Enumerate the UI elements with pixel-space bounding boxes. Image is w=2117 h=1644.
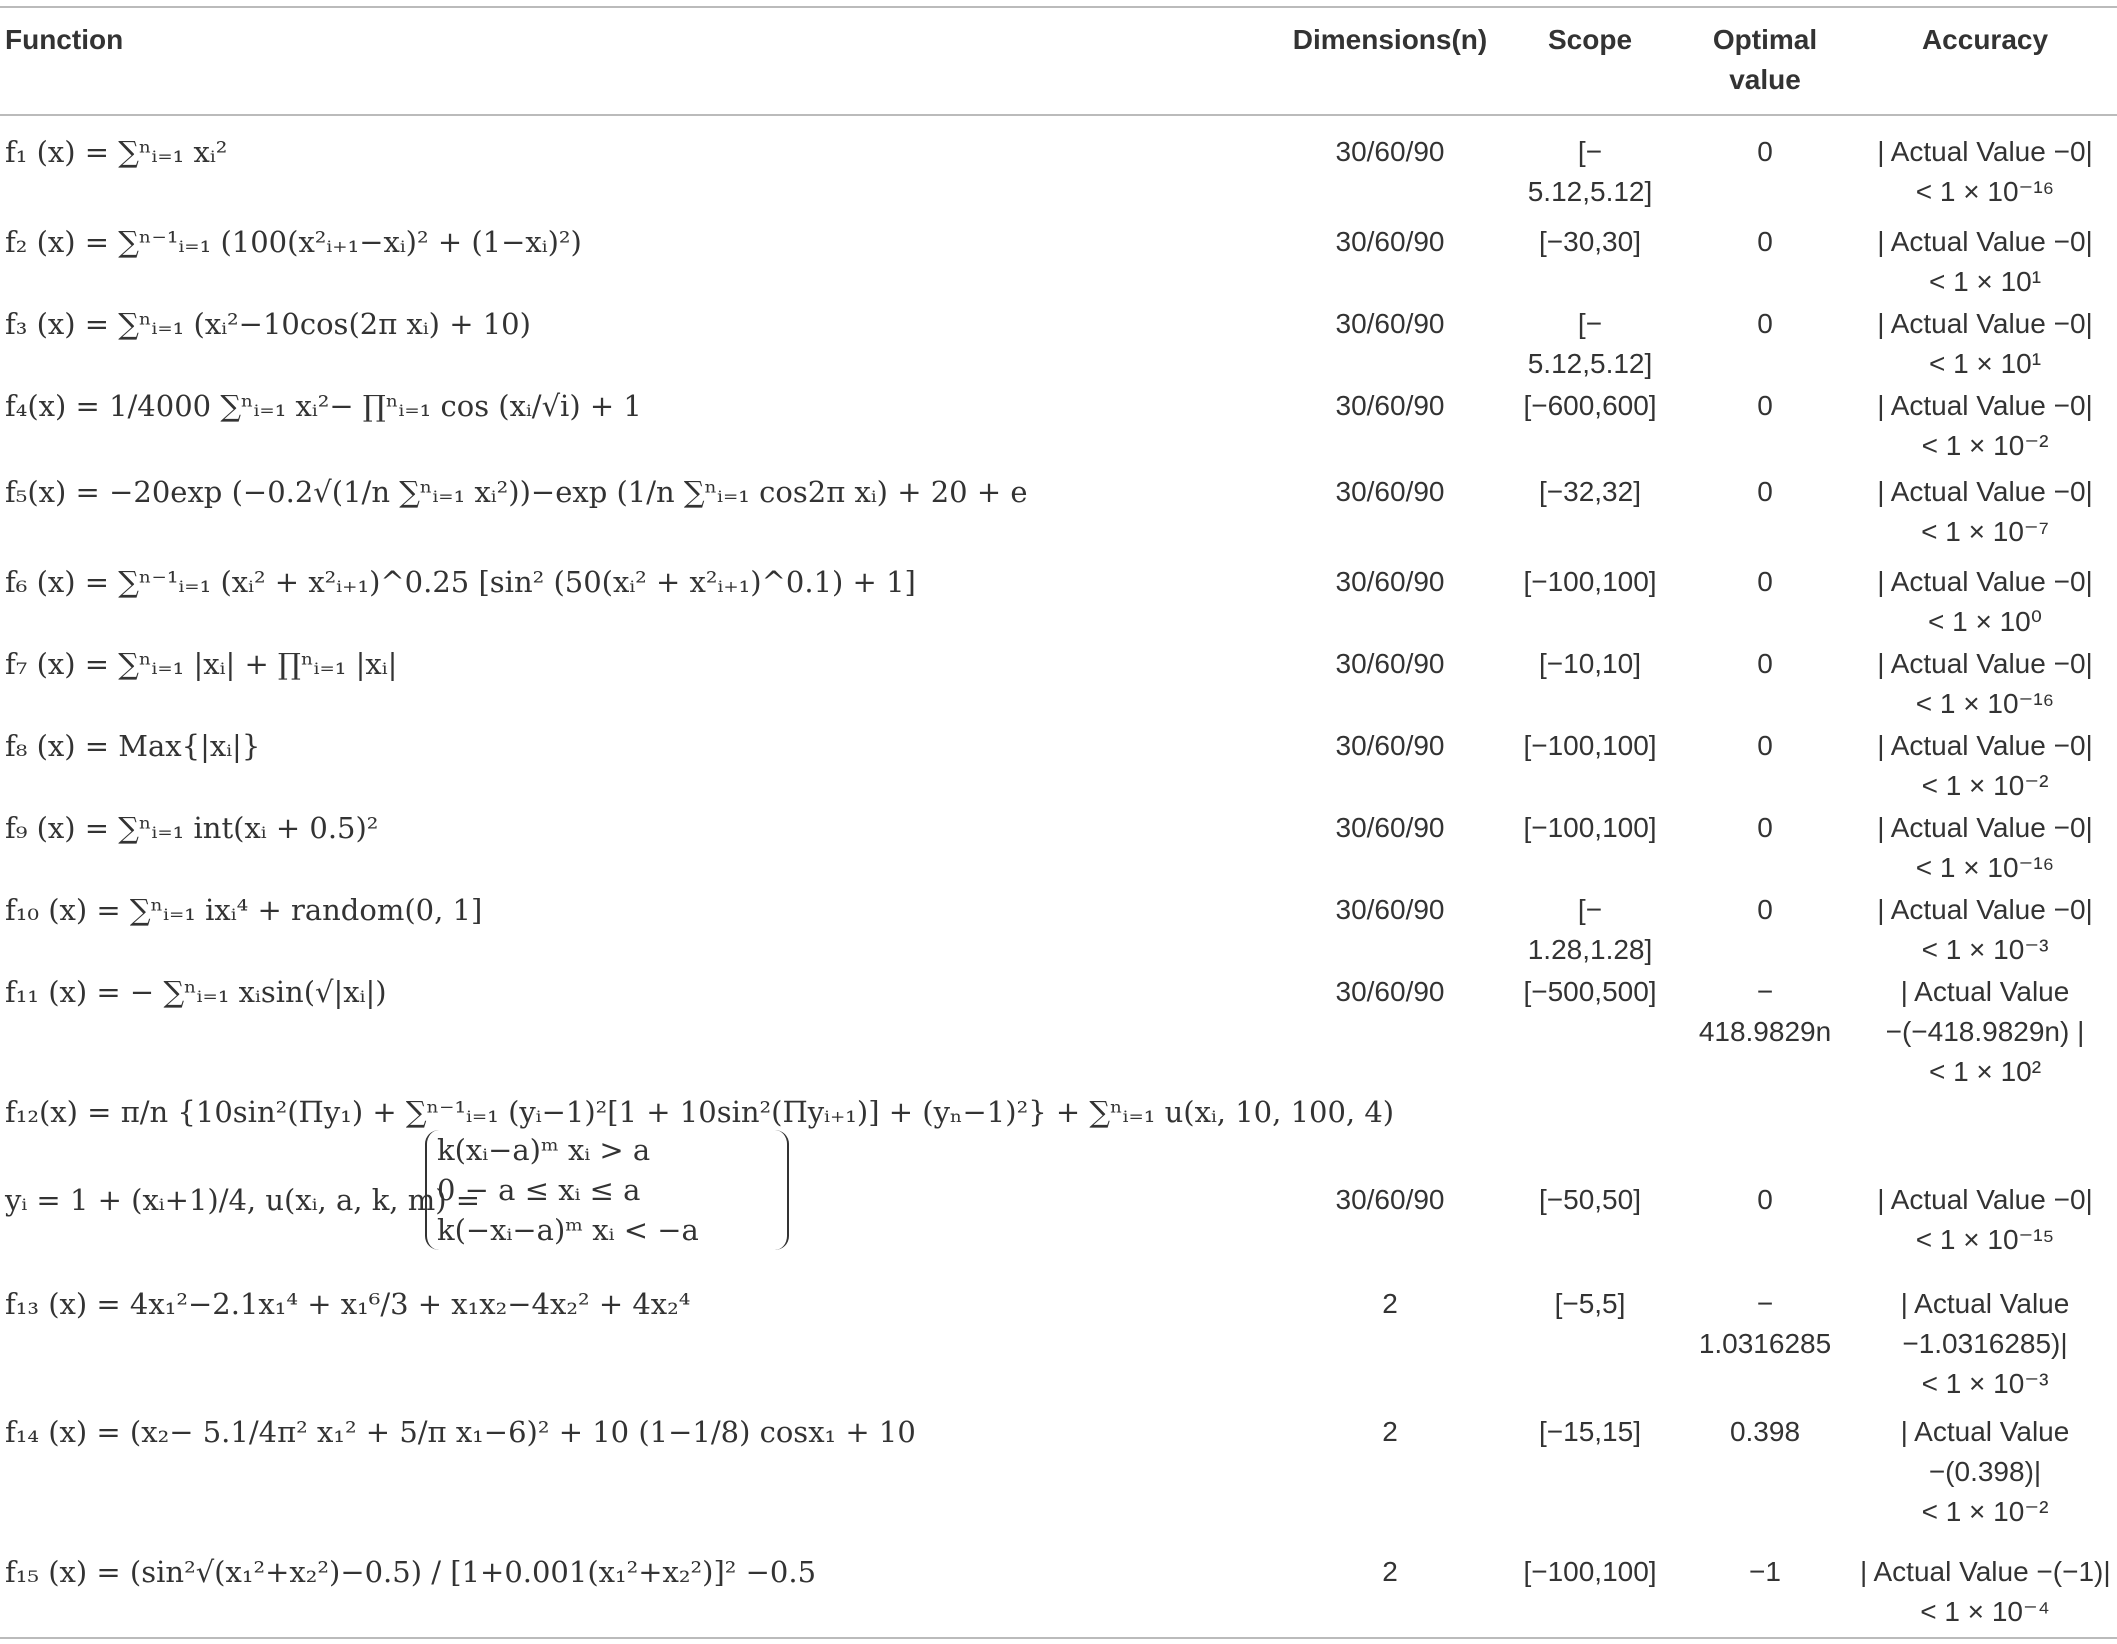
row-6-accuracy bbox=[1860, 562, 2110, 642]
row-12-accuracy-line1: | Actual Value −0| bbox=[1877, 1184, 2093, 1215]
row-5-accuracy-line2: < 1 × 10⁻⁷ bbox=[1921, 516, 2049, 547]
row-9-accuracy bbox=[1860, 808, 2110, 888]
row-8-accuracy-line1: | Actual Value −0| bbox=[1877, 730, 2093, 761]
row-3-scope-line1: [− bbox=[1577, 308, 1603, 339]
row-3-accuracy bbox=[1860, 304, 2110, 384]
header-function: Function bbox=[5, 24, 124, 55]
row-1-scope-line1: [− bbox=[1577, 136, 1603, 167]
row-14-dimensions: 2 bbox=[1382, 1416, 1398, 1447]
bottom-rule bbox=[0, 1637, 2117, 1639]
row-12-optimal: 0 bbox=[1757, 1184, 1773, 1215]
row-9-accuracy-line1: | Actual Value −0| bbox=[1877, 812, 2093, 843]
row-11-optimal bbox=[1690, 972, 1840, 1052]
header-optimal-value bbox=[1690, 20, 1840, 100]
header-optimal-line1: Optimal bbox=[1712, 24, 1818, 55]
row-2-dimensions: 30/60/90 bbox=[1335, 226, 1445, 257]
row-1-accuracy-line2: < 1 × 10⁻¹⁶ bbox=[1915, 176, 2055, 207]
row-3-optimal: 0 bbox=[1757, 308, 1773, 339]
row-12-scope: [−50,50] bbox=[1539, 1184, 1641, 1215]
row-9-dimensions: 30/60/90 bbox=[1335, 812, 1445, 843]
row-6-scope: [−100,100] bbox=[1523, 566, 1657, 597]
row-8-accuracy bbox=[1860, 726, 2110, 806]
row-7-optimal: 0 bbox=[1757, 648, 1773, 679]
row-8-function: f₈ (x) = Max{|xᵢ|} bbox=[5, 729, 261, 763]
row-3-accuracy-line1: | Actual Value −0| bbox=[1877, 308, 2093, 339]
row-2-accuracy-line1: | Actual Value −0| bbox=[1877, 226, 2093, 257]
row-4-accuracy-line1: | Actual Value −0| bbox=[1877, 390, 2093, 421]
row-7-accuracy bbox=[1860, 644, 2110, 724]
row-10-scope-line1: [− bbox=[1577, 894, 1603, 925]
row-14-scope: [−15,15] bbox=[1539, 1416, 1641, 1447]
row-13-optimal bbox=[1690, 1284, 1840, 1364]
row-1-optimal: 0 bbox=[1757, 136, 1773, 167]
row-4-accuracy-line2: < 1 × 10⁻² bbox=[1921, 430, 2049, 461]
header-dimensions: Dimensions(n) bbox=[1292, 24, 1488, 55]
row-11-accuracy bbox=[1860, 972, 2110, 1092]
row-12-accuracy-line2: < 1 × 10⁻¹⁵ bbox=[1915, 1224, 2055, 1255]
row-5-scope: [−32,32] bbox=[1539, 476, 1641, 507]
row-12-piece-3: k(−xᵢ−a)ᵐ xᵢ < −a bbox=[437, 1213, 699, 1247]
row-12-dimensions: 30/60/90 bbox=[1335, 1184, 1445, 1215]
row-11-accuracy-line1: | Actual Value bbox=[1900, 976, 2070, 1007]
row-13-accuracy-line2: −1.0316285)| bbox=[1902, 1328, 2068, 1359]
row-10-function: f₁₀ (x) = ∑ⁿᵢ₌₁ ixᵢ⁴ + random(0, 1] bbox=[5, 893, 483, 927]
row-5-optimal: 0 bbox=[1757, 476, 1773, 507]
row-2-accuracy bbox=[1860, 222, 2110, 302]
top-rule bbox=[0, 6, 2117, 8]
row-12-function-definition: yᵢ = 1 + (xᵢ+1)/4, u(xᵢ, a, k, m) = bbox=[5, 1183, 481, 1217]
row-14-accuracy-line1: | Actual Value bbox=[1900, 1416, 2070, 1447]
row-13-optimal-line2: 1.0316285 bbox=[1698, 1328, 1832, 1359]
row-1-dimensions: 30/60/90 bbox=[1335, 136, 1445, 167]
row-12-function: f₁₂(x) = π/n {10sin²(Πy₁) + ∑ⁿ⁻¹ᵢ₌₁ (yᵢ−1)²[1 + 10sin²(Πyᵢ₊₁)] + (yₙ−1)²} + ∑ⁿᵢ₌₁ u(xᵢ, 10, 100, 4) bbox=[5, 1095, 1395, 1129]
row-14-optimal: 0.398 bbox=[1729, 1416, 1801, 1447]
row-7-accuracy-line2: < 1 × 10⁻¹⁶ bbox=[1915, 688, 2055, 719]
header-optimal-line2: value bbox=[1729, 64, 1801, 95]
row-12-piece-1: k(xᵢ−a)ᵐ xᵢ > a bbox=[437, 1133, 651, 1167]
row-15-function: f₁₅ (x) = (sin²√(x₁²+x₂²)−0.5) / [1+0.001(x₁²+x₂²)]² −0.5 bbox=[5, 1555, 817, 1589]
row-6-function: f₆ (x) = ∑ⁿ⁻¹ᵢ₌₁ (xᵢ² + x²ᵢ₊₁)^0.25 [sin² (50(xᵢ² + x²ᵢ₊₁)^0.1) + 1] bbox=[5, 565, 916, 599]
row-3-accuracy-line2: < 1 × 10¹ bbox=[1928, 348, 2042, 379]
row-13-accuracy bbox=[1860, 1284, 2110, 1404]
row-10-optimal: 0 bbox=[1757, 894, 1773, 925]
header-rule bbox=[0, 114, 2117, 116]
row-10-scope bbox=[1510, 890, 1670, 970]
row-6-accuracy-line2: < 1 × 10⁰ bbox=[1928, 606, 2042, 637]
row-15-accuracy-line1: | Actual Value −(−1)| bbox=[1860, 1556, 2111, 1587]
row-1-scope-line2: 5.12,5.12] bbox=[1527, 176, 1653, 207]
row-15-scope: [−100,100] bbox=[1523, 1556, 1657, 1587]
row-11-scope: [−500,500] bbox=[1523, 976, 1657, 1007]
row-3-function: f₃ (x) = ∑ⁿᵢ₌₁ (xᵢ²−10cos(2π xᵢ) + 10) bbox=[5, 307, 531, 341]
row-8-accuracy-line2: < 1 × 10⁻² bbox=[1921, 770, 2049, 801]
row-8-scope: [−100,100] bbox=[1523, 730, 1657, 761]
row-10-accuracy bbox=[1860, 890, 2110, 970]
row-7-function: f₇ (x) = ∑ⁿᵢ₌₁ |xᵢ| + ∏ⁿᵢ₌₁ |xᵢ| bbox=[5, 647, 398, 681]
row-9-optimal: 0 bbox=[1757, 812, 1773, 843]
row-8-optimal: 0 bbox=[1757, 730, 1773, 761]
row-9-accuracy-line2: < 1 × 10⁻¹⁶ bbox=[1915, 852, 2055, 883]
row-13-scope: [−5,5] bbox=[1554, 1288, 1626, 1319]
row-12-piecewise-cases bbox=[425, 1130, 789, 1250]
row-7-dimensions: 30/60/90 bbox=[1335, 648, 1445, 679]
row-3-scope-line2: 5.12,5.12] bbox=[1527, 348, 1653, 379]
row-2-scope: [−30,30] bbox=[1539, 226, 1641, 257]
row-11-dimensions: 30/60/90 bbox=[1335, 976, 1445, 1007]
row-1-scope bbox=[1510, 132, 1670, 212]
row-10-dimensions: 30/60/90 bbox=[1335, 894, 1445, 925]
row-15-dimensions: 2 bbox=[1382, 1556, 1398, 1587]
row-2-optimal: 0 bbox=[1757, 226, 1773, 257]
row-3-scope bbox=[1510, 304, 1670, 384]
row-14-accuracy bbox=[1860, 1412, 2110, 1532]
row-12-piece-2: 0 − a ≤ xᵢ ≤ a bbox=[437, 1173, 641, 1207]
row-7-scope: [−10,10] bbox=[1539, 648, 1641, 679]
row-15-accuracy bbox=[1860, 1552, 2110, 1632]
row-1-accuracy bbox=[1860, 132, 2110, 212]
row-11-function: f₁₁ (x) = − ∑ⁿᵢ₌₁ xᵢsin(√|xᵢ|) bbox=[5, 975, 387, 1009]
row-4-accuracy bbox=[1860, 386, 2110, 466]
row-13-accuracy-line3: < 1 × 10⁻³ bbox=[1921, 1368, 2049, 1399]
row-8-dimensions: 30/60/90 bbox=[1335, 730, 1445, 761]
row-11-accuracy-line2: −(−418.9829n) | bbox=[1885, 1016, 2085, 1047]
row-14-function: f₁₄ (x) = (x₂− 5.1/4π² x₁² + 5/π x₁−6)² + 10 (1−1/8) cosx₁ + 10 bbox=[5, 1415, 916, 1449]
row-12-accuracy bbox=[1860, 1180, 2110, 1260]
row-11-optimal-line2: 418.9829n bbox=[1698, 1016, 1832, 1047]
row-4-function: f₄(x) = 1/4000 ∑ⁿᵢ₌₁ xᵢ²− ∏ⁿᵢ₌₁ cos (xᵢ/√i) + 1 bbox=[5, 389, 642, 423]
row-9-scope: [−100,100] bbox=[1523, 812, 1657, 843]
row-13-function: f₁₃ (x) = 4x₁²−2.1x₁⁴ + x₁⁶/3 + x₁x₂−4x₂² + 4x₂⁴ bbox=[5, 1287, 691, 1321]
row-15-accuracy-line2: < 1 × 10⁻⁴ bbox=[1920, 1596, 2050, 1627]
header-accuracy: Accuracy bbox=[1921, 24, 2049, 55]
row-10-accuracy-line2: < 1 × 10⁻³ bbox=[1921, 934, 2049, 965]
row-10-scope-line2: 1.28,1.28] bbox=[1527, 934, 1653, 965]
row-4-dimensions: 30/60/90 bbox=[1335, 390, 1445, 421]
row-5-accuracy bbox=[1860, 472, 2110, 552]
row-1-function: f₁ (x) = ∑ⁿᵢ₌₁ xᵢ² bbox=[5, 135, 228, 169]
row-14-accuracy-line2: −(0.398)| bbox=[1928, 1456, 2042, 1487]
row-11-accuracy-line3: < 1 × 10² bbox=[1928, 1056, 2042, 1087]
row-2-function: f₂ (x) = ∑ⁿ⁻¹ᵢ₌₁ (100(x²ᵢ₊₁−xᵢ)² + (1−xᵢ)²) bbox=[5, 225, 582, 259]
row-9-function: f₉ (x) = ∑ⁿᵢ₌₁ int(xᵢ + 0.5)² bbox=[5, 811, 379, 845]
row-1-accuracy-line1: | Actual Value −0| bbox=[1877, 136, 2093, 167]
row-6-dimensions: 30/60/90 bbox=[1335, 566, 1445, 597]
row-5-function: f₅(x) = −20exp (−0.2√(1/n ∑ⁿᵢ₌₁ xᵢ²))−exp (1/n ∑ⁿᵢ₌₁ cos2π xᵢ) + 20 + e bbox=[5, 475, 1028, 509]
row-4-scope: [−600,600] bbox=[1523, 390, 1657, 421]
row-4-optimal: 0 bbox=[1757, 390, 1773, 421]
header-scope: Scope bbox=[1547, 24, 1633, 55]
row-6-optimal: 0 bbox=[1757, 566, 1773, 597]
row-13-dimensions: 2 bbox=[1382, 1288, 1398, 1319]
row-5-dimensions: 30/60/90 bbox=[1335, 476, 1445, 507]
row-10-accuracy-line1: | Actual Value −0| bbox=[1877, 894, 2093, 925]
row-6-accuracy-line1: | Actual Value −0| bbox=[1877, 566, 2093, 597]
row-13-optimal-line1: − bbox=[1756, 1288, 1774, 1319]
row-7-accuracy-line1: | Actual Value −0| bbox=[1877, 648, 2093, 679]
row-14-accuracy-line3: < 1 × 10⁻² bbox=[1921, 1496, 2049, 1527]
row-11-optimal-line1: − bbox=[1756, 976, 1774, 1007]
row-13-accuracy-line1: | Actual Value bbox=[1900, 1288, 2070, 1319]
row-15-optimal: −1 bbox=[1749, 1556, 1781, 1587]
row-5-accuracy-line1: | Actual Value −0| bbox=[1877, 476, 2093, 507]
row-3-dimensions: 30/60/90 bbox=[1335, 308, 1445, 339]
row-2-accuracy-line2: < 1 × 10¹ bbox=[1928, 266, 2042, 297]
